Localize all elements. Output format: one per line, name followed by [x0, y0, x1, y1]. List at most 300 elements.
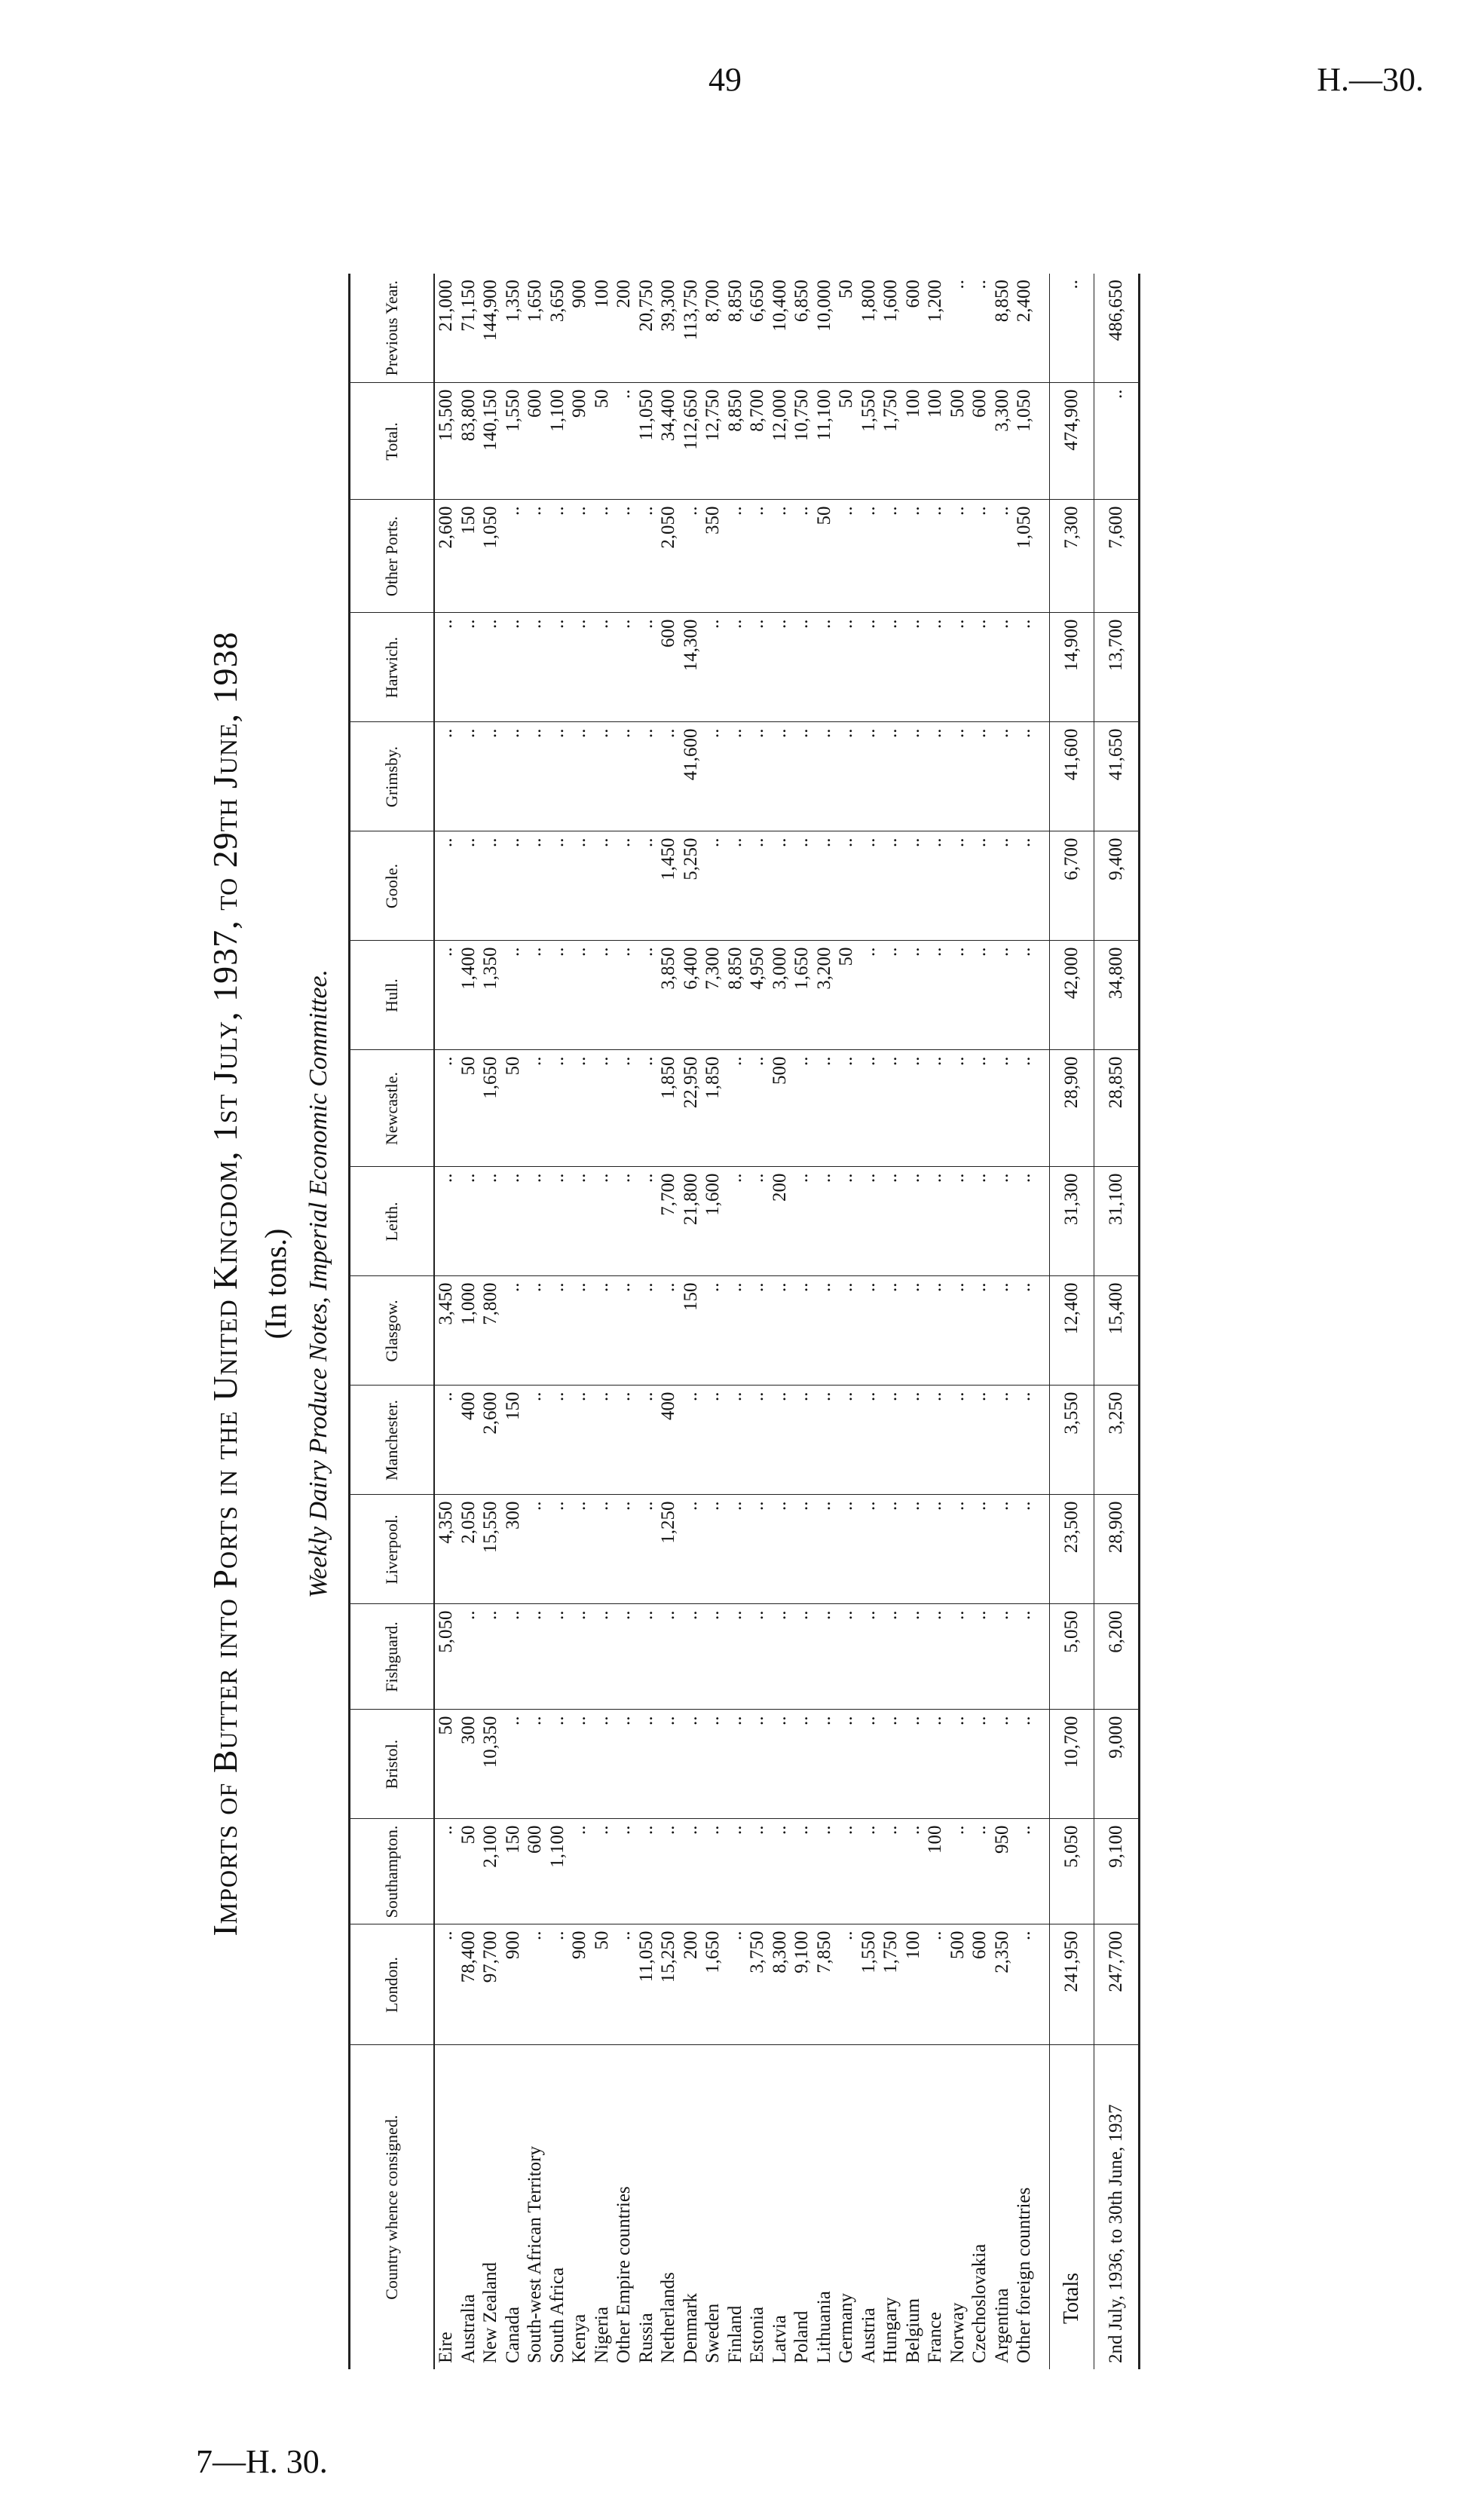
- table-cell: 1,550: [502, 383, 525, 500]
- table-cell: ..: [479, 613, 502, 722]
- table-cell: ..: [924, 1386, 947, 1495]
- table-cell: ..: [791, 1050, 813, 1167]
- table-cell: 31,100: [1094, 1167, 1139, 1276]
- table-cell: ..: [502, 1276, 525, 1386]
- table-cell: 34,800: [1094, 941, 1139, 1050]
- table-cell: ..: [858, 1386, 880, 1495]
- table-cell: ..: [1013, 1924, 1049, 2045]
- table-cell: ..: [434, 722, 457, 831]
- table-cell: 22,950: [680, 1050, 702, 1167]
- table-cell: ..: [724, 1604, 747, 1710]
- table-cell: 10,750: [791, 383, 813, 500]
- table-row: [902, 274, 925, 2369]
- table-cell: ..: [434, 1924, 457, 2045]
- table-cell: ..: [1013, 831, 1049, 941]
- table-cell: ..: [502, 1710, 525, 1819]
- table-cell: ..: [991, 1710, 1014, 1819]
- table-cell: ..: [680, 1604, 702, 1710]
- table-cell: ..: [969, 941, 991, 1050]
- table-cell: 900: [568, 274, 591, 383]
- table-cell: 1,050: [479, 500, 502, 613]
- table-cell: ..: [702, 1710, 724, 1819]
- table-cell: 113,750: [680, 274, 702, 383]
- table-cell: ..: [858, 831, 880, 941]
- table-cell: ..: [1013, 1276, 1049, 1386]
- table-cell: ..: [1013, 1167, 1049, 1276]
- table-cell: 41,650: [1094, 722, 1139, 831]
- table-cell: ..: [457, 1604, 480, 1710]
- table-row: [880, 274, 902, 2369]
- table-cell: 28,850: [1094, 1050, 1139, 1167]
- column-header: Liverpool.: [350, 1495, 435, 1604]
- table-cell: 2,050: [657, 500, 680, 613]
- table-cell: 4,950: [746, 941, 769, 1050]
- table-cell: ..: [502, 941, 525, 1050]
- table-cell: ..: [835, 500, 858, 613]
- row-label: 2nd July, 1936, to 30th June, 1937: [1094, 2045, 1139, 2369]
- table-cell: ..: [880, 831, 902, 941]
- table-cell: ..: [902, 1276, 925, 1386]
- table-cell: ..: [434, 941, 457, 1050]
- table-cell: 1,050: [1013, 383, 1049, 500]
- table-cell: 900: [502, 1924, 525, 2045]
- table-cell: ..: [902, 1050, 925, 1167]
- table-cell: ..: [769, 1495, 791, 1604]
- table-cell: 8,850: [724, 383, 747, 500]
- table-cell: ..: [902, 1710, 925, 1819]
- table-cell: 34,400: [657, 383, 680, 500]
- column-header: Country whence consigned.: [350, 2045, 435, 2369]
- table-cell: ..: [858, 1495, 880, 1604]
- country-name: France: [925, 2311, 945, 2363]
- table-cell: ..: [902, 831, 925, 941]
- table-cell: ..: [813, 722, 836, 831]
- table-cell: ..: [835, 722, 858, 831]
- table-cell: 150: [502, 1386, 525, 1495]
- country-name: Sweden: [702, 2303, 723, 2363]
- country-name: Russia: [635, 2313, 656, 2363]
- table-cell: 10,350: [479, 1710, 502, 1819]
- table-row: [769, 274, 791, 2369]
- table-body: [434, 274, 1049, 2369]
- table-cell: ..: [969, 1819, 991, 1924]
- table-row: [524, 274, 546, 2369]
- table-cell: ..: [769, 1604, 791, 1710]
- column-header: Leith.: [350, 1167, 435, 1276]
- table-cell: 1,350: [479, 941, 502, 1050]
- table-cell: 31,300: [1049, 1167, 1094, 1276]
- country-name: Denmark: [680, 2292, 701, 2363]
- country-name: Austria: [858, 2307, 879, 2363]
- table-cell: ..: [568, 500, 591, 613]
- table-cell: ..: [835, 1924, 858, 2045]
- table-cell: ..: [969, 274, 991, 383]
- table-cell: ..: [434, 1167, 457, 1276]
- table-cell: 600: [524, 383, 546, 500]
- country-name: Netherlands: [658, 2272, 678, 2363]
- table-cell: ..: [813, 1276, 836, 1386]
- table-cell: ..: [880, 1276, 902, 1386]
- table-cell: ..: [724, 1167, 747, 1276]
- table-cell: ..: [524, 1710, 546, 1819]
- table-cell: 71,150: [457, 274, 480, 383]
- table-cell: 7,800: [479, 1276, 502, 1386]
- table-cell: ..: [502, 1167, 525, 1276]
- table-cell: ..: [969, 831, 991, 941]
- table-cell: 12,000: [769, 383, 791, 500]
- table-cell: 9,400: [1094, 831, 1139, 941]
- table-cell: ..: [880, 722, 902, 831]
- table-cell: 1,650: [791, 941, 813, 1050]
- table-cell: 21,800: [680, 1167, 702, 1276]
- country-name: New Zealand: [480, 2262, 500, 2363]
- table-cell: ..: [924, 1924, 947, 2045]
- table-cell: 2,600: [479, 1386, 502, 1495]
- table-cell: ..: [991, 831, 1014, 941]
- table-cell: ..: [524, 1386, 546, 1495]
- table-cell: 10,000: [813, 274, 836, 383]
- table-cell: ..: [724, 613, 747, 722]
- table-cell: ..: [613, 383, 635, 500]
- table-cell: 15,400: [1094, 1276, 1139, 1386]
- table-cell: ..: [613, 1819, 635, 1924]
- table-cell: ..: [1013, 1819, 1049, 1924]
- table-cell: ..: [880, 1386, 902, 1495]
- table-cell: 50: [835, 274, 858, 383]
- table-cell: ..: [924, 1167, 947, 1276]
- table-cell: ..: [524, 1050, 546, 1167]
- table-cell: 100: [902, 383, 925, 500]
- table-cell: 100: [924, 1819, 947, 1924]
- table-cell: ..: [1013, 941, 1049, 1050]
- table-cell: ..: [591, 1710, 614, 1819]
- table-cell: 474,900: [1049, 383, 1094, 500]
- table-cell: ..: [813, 1710, 836, 1819]
- table-cell: 1,200: [924, 274, 947, 383]
- table-cell: ..: [479, 831, 502, 941]
- table-cell: ..: [991, 1495, 1014, 1604]
- table-cell: 1,550: [858, 1924, 880, 2045]
- table-cell: 1,750: [880, 383, 902, 500]
- table-cell: ..: [635, 1604, 658, 1710]
- table-cell: ..: [546, 613, 569, 722]
- page-reference: H.—30.: [1317, 61, 1424, 98]
- table-cell: ..: [991, 1386, 1014, 1495]
- table-cell: ..: [680, 1710, 702, 1819]
- table-cell: ..: [769, 722, 791, 831]
- country-name: Kenya: [569, 2313, 589, 2363]
- table-cell: ..: [858, 1604, 880, 1710]
- table-cell: 1,400: [457, 941, 480, 1050]
- table-cell: 150: [457, 500, 480, 613]
- table-cell: ..: [924, 1050, 947, 1167]
- table-cell: 100: [902, 1924, 925, 2045]
- table-cell: 1,600: [880, 274, 902, 383]
- table-cell: ..: [746, 1386, 769, 1495]
- country-name: Czechoslovakia: [969, 2243, 990, 2363]
- table-cell: 6,650: [746, 274, 769, 383]
- table-cell: ..: [502, 722, 525, 831]
- table-cell: ..: [835, 1167, 858, 1276]
- table-cell: 14,900: [1049, 613, 1094, 722]
- table-cell: 600: [969, 1924, 991, 2045]
- table-cell: ..: [969, 500, 991, 613]
- table-cell: ..: [835, 1819, 858, 1924]
- table-cell: ..: [724, 1495, 747, 1604]
- table-cell: ..: [546, 1604, 569, 1710]
- table-cell: ..: [902, 1167, 925, 1276]
- table-cell: 5,050: [1049, 1604, 1094, 1710]
- table-header-row: [350, 274, 435, 2369]
- table-cell: 2,350: [991, 1924, 1014, 2045]
- table-cell: ..: [613, 1710, 635, 1819]
- table-cell: 1,850: [657, 1050, 680, 1167]
- table-cell: 3,300: [991, 383, 1014, 500]
- country-name: Canada: [502, 2307, 523, 2363]
- table-cell: ..: [724, 1386, 747, 1495]
- footer-reference: 7—H. 30.: [196, 2443, 328, 2480]
- table-cell: ..: [546, 1710, 569, 1819]
- table-cell: ..: [969, 1276, 991, 1386]
- table-cell: ..: [457, 1167, 480, 1276]
- table-cell: 50: [835, 383, 858, 500]
- table-cell: ..: [947, 500, 969, 613]
- table-cell: ..: [902, 941, 925, 1050]
- table-cell: ..: [924, 941, 947, 1050]
- table-cell: 3,850: [657, 941, 680, 1050]
- table-cell: ..: [524, 1276, 546, 1386]
- table-cell: ..: [924, 1710, 947, 1819]
- table-cell: 6,400: [680, 941, 702, 1050]
- table-cell: ..: [635, 500, 658, 613]
- table-cell: ..: [769, 1386, 791, 1495]
- table-cell: ..: [902, 1819, 925, 1924]
- table-cell: ..: [1013, 1710, 1049, 1819]
- table-cell: ..: [613, 1386, 635, 1495]
- table-cell: ..: [769, 613, 791, 722]
- table-cell: ..: [835, 1604, 858, 1710]
- column-header: Fishguard.: [350, 1604, 435, 1710]
- table-cell: 600: [657, 613, 680, 722]
- table-row: [479, 274, 502, 2369]
- country-name: Poland: [791, 2310, 812, 2363]
- table-cell: 3,200: [813, 941, 836, 1050]
- country-name: Belgium: [902, 2298, 923, 2363]
- table-cell: ..: [746, 1495, 769, 1604]
- table-cell: ..: [524, 1604, 546, 1710]
- table-cell: ..: [791, 1167, 813, 1276]
- table-row: [591, 274, 614, 2369]
- table-cell: ..: [635, 1819, 658, 1924]
- table-row: [791, 274, 813, 2369]
- table-cell: ..: [613, 941, 635, 1050]
- table-cell: ..: [568, 831, 591, 941]
- table-cell: ..: [702, 1386, 724, 1495]
- table-cell: 15,250: [657, 1924, 680, 2045]
- table-cell: ..: [702, 722, 724, 831]
- table-cell: ..: [858, 1276, 880, 1386]
- country-name: Argentina: [991, 2288, 1012, 2363]
- table-cell: ..: [724, 1819, 747, 1924]
- table-cell: 950: [991, 1819, 1014, 1924]
- table-cell: 140,150: [479, 383, 502, 500]
- table-cell: 14,300: [680, 613, 702, 722]
- column-header: Total.: [350, 383, 435, 500]
- table-cell: ..: [969, 1604, 991, 1710]
- table-cell: ..: [858, 1710, 880, 1819]
- column-header: Previous Year.: [350, 274, 435, 383]
- table-cell: ..: [880, 1050, 902, 1167]
- country-name: Latvia: [769, 2315, 790, 2363]
- table-cell: ..: [680, 1386, 702, 1495]
- table-cell: ..: [724, 1050, 747, 1167]
- table-cell: 300: [457, 1710, 480, 1819]
- table-row: [657, 274, 680, 2369]
- table-cell: 600: [902, 274, 925, 383]
- table-cell: ..: [947, 274, 969, 383]
- table-cell: 21,000: [434, 274, 457, 383]
- table-row: [457, 274, 480, 2369]
- table-cell: ..: [947, 831, 969, 941]
- table-cell: 144,900: [479, 274, 502, 383]
- country-name: Norway: [947, 2302, 968, 2363]
- table-cell: ..: [591, 1276, 614, 1386]
- table-cell: ..: [613, 722, 635, 831]
- table-cell: ..: [791, 613, 813, 722]
- table-cell: ..: [791, 1495, 813, 1604]
- table-cell: 1,850: [702, 1050, 724, 1167]
- table-cell: ..: [657, 1710, 680, 1819]
- table-cell: 3,650: [546, 274, 569, 383]
- table-cell: ..: [813, 613, 836, 722]
- table-cell: ..: [991, 500, 1014, 613]
- column-header: London.: [350, 1924, 435, 2045]
- table-cell: 15,550: [479, 1495, 502, 1604]
- table-cell: 100: [591, 274, 614, 383]
- table-cell: 83,800: [457, 383, 480, 500]
- table-cell: 3,450: [434, 1276, 457, 1386]
- table-cell: ..: [635, 941, 658, 1050]
- table-cell: 15,500: [434, 383, 457, 500]
- table-cell: ..: [702, 1604, 724, 1710]
- table-cell: 1,250: [657, 1495, 680, 1604]
- country-name: Estonia: [747, 2307, 767, 2363]
- column-header: Newcastle.: [350, 1050, 435, 1167]
- table-cell: 1,600: [702, 1167, 724, 1276]
- table-cell: ..: [947, 1604, 969, 1710]
- table-cell: ..: [524, 831, 546, 941]
- table-cell: ..: [479, 722, 502, 831]
- table-cell: ..: [702, 613, 724, 722]
- table-cell: ..: [1013, 613, 1049, 722]
- table-cell: ..: [702, 1819, 724, 1924]
- table-cell: ..: [613, 1604, 635, 1710]
- table-cell: ..: [613, 1167, 635, 1276]
- table-row: [724, 274, 747, 2369]
- table-cell: ..: [769, 1276, 791, 1386]
- table-cell: ..: [880, 1604, 902, 1710]
- table-cell: ..: [546, 1167, 569, 1276]
- table-cell: ..: [746, 1050, 769, 1167]
- table-cell: ..: [858, 941, 880, 1050]
- table-row: [502, 274, 525, 2369]
- table-cell: ..: [991, 1167, 1014, 1276]
- table-cell: 150: [502, 1819, 525, 1924]
- column-header: Manchester.: [350, 1386, 435, 1495]
- table-cell: ..: [724, 1276, 747, 1386]
- table-cell: ..: [591, 1386, 614, 1495]
- table-cell: ..: [680, 500, 702, 613]
- table-cell: 600: [524, 1819, 546, 1924]
- table-cell: ..: [835, 1386, 858, 1495]
- table-cell: 400: [657, 1386, 680, 1495]
- table-cell: 9,000: [1094, 1710, 1139, 1819]
- table-cell: 41,600: [1049, 722, 1094, 831]
- table-cell: ..: [657, 1276, 680, 1386]
- table-cell: ..: [880, 613, 902, 722]
- table-cell: ..: [457, 831, 480, 941]
- table-cell: ..: [591, 1819, 614, 1924]
- table-cell: ..: [568, 722, 591, 831]
- table-cell: ..: [524, 1924, 546, 2045]
- table-cell: ..: [724, 722, 747, 831]
- table-cell: 39,300: [657, 274, 680, 383]
- table-cell: ..: [680, 1495, 702, 1604]
- table-cell: ..: [769, 831, 791, 941]
- table-cell: 100: [924, 383, 947, 500]
- table-cell: 1,050: [1013, 500, 1049, 613]
- table-cell: 5,250: [680, 831, 702, 941]
- table-cell: 11,100: [813, 383, 836, 500]
- table-cell: ..: [613, 500, 635, 613]
- table-cell: ..: [969, 1167, 991, 1276]
- table-cell: 1,100: [546, 383, 569, 500]
- column-header: Goole.: [350, 831, 435, 941]
- table-cell: 1,000: [457, 1276, 480, 1386]
- table-cell: ..: [746, 500, 769, 613]
- table-cell: ..: [813, 1386, 836, 1495]
- table-cell: ..: [635, 1495, 658, 1604]
- table-cell: ..: [991, 1604, 1014, 1710]
- table-cell: ..: [880, 1495, 902, 1604]
- table-cell: ..: [746, 1604, 769, 1710]
- column-header: Grimsby.: [350, 722, 435, 831]
- table-cell: ..: [769, 1710, 791, 1819]
- table-cell: ..: [591, 613, 614, 722]
- table-cell: 78,400: [457, 1924, 480, 2045]
- table-row: [947, 274, 969, 2369]
- table-cell: ..: [657, 722, 680, 831]
- table-cell: ..: [568, 1710, 591, 1819]
- table-cell: ..: [591, 1167, 614, 1276]
- table-row: [434, 274, 457, 2369]
- table-cell: ..: [434, 1819, 457, 1924]
- row-label: Totals: [1049, 2045, 1094, 2369]
- table-row: [1013, 274, 1049, 2369]
- table-cell: 7,300: [1049, 500, 1094, 613]
- table-cell: 600: [969, 383, 991, 500]
- table-cell: ..: [635, 722, 658, 831]
- table-cell: 12,750: [702, 383, 724, 500]
- table-cell: 2,600: [434, 500, 457, 613]
- table-cell: 50: [434, 1710, 457, 1819]
- table-cell: 50: [591, 1924, 614, 2045]
- table-cell: ..: [591, 831, 614, 941]
- table-cell: ..: [902, 500, 925, 613]
- table-row: [835, 274, 858, 2369]
- table-cell: ..: [791, 500, 813, 613]
- table-cell: 486,650: [1094, 274, 1139, 383]
